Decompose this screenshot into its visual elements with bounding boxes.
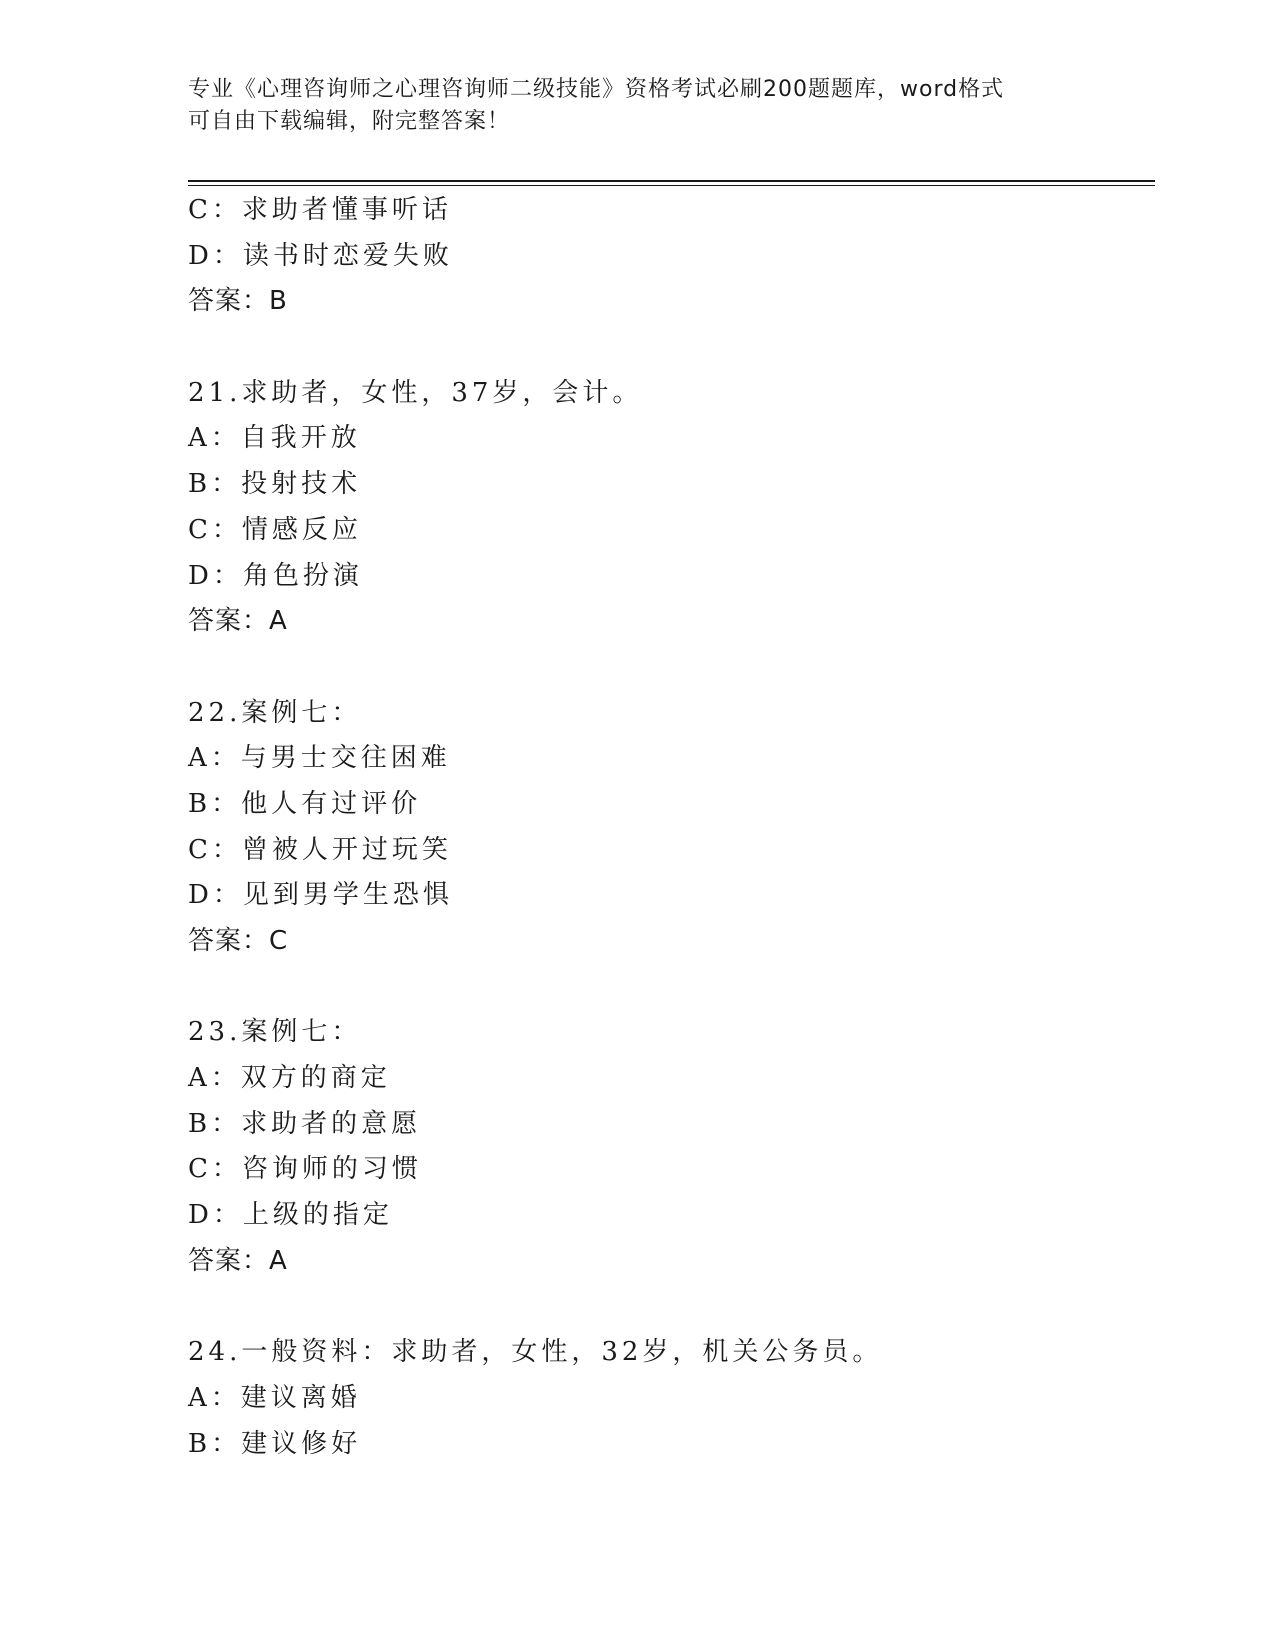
spacer <box>188 645 1148 691</box>
option-d: D：读书时恋爱失败 <box>188 240 453 271</box>
option-c: C：情感反应 <box>188 514 362 545</box>
option-a: A：双方的商定 <box>188 1063 391 1094</box>
answer-line: 答案：B <box>188 286 288 317</box>
question-list <box>188 188 1148 1467</box>
answer-line: 答案：A <box>188 606 288 637</box>
question-block-20 <box>188 188 1148 325</box>
header-line-2: 可自由下载编辑，附完整答案！ <box>188 109 511 134</box>
question-block-24 <box>188 1330 1148 1467</box>
question-stem: 24.一般资料：求助者，女性，32岁，机关公务员。 <box>188 1337 883 1368</box>
option-c: C：咨询师的习惯 <box>188 1154 422 1185</box>
document-header <box>188 74 1068 138</box>
option-a: A：自我开放 <box>188 423 361 454</box>
spacer <box>188 965 1148 1011</box>
question-block-22 <box>188 691 1148 965</box>
header-rule-thick <box>188 180 1155 182</box>
option-a: A：与男士交往困难 <box>188 743 451 774</box>
answer-line: 答案：A <box>188 1245 288 1276</box>
answer-line: 答案：C <box>188 926 289 956</box>
spacer <box>188 1285 1148 1331</box>
question-block-21 <box>188 371 1148 645</box>
option-c: C：曾被人开过玩笑 <box>188 834 452 865</box>
option-b: B：建议修好 <box>188 1428 362 1459</box>
spacer <box>188 325 1148 371</box>
option-c: C：求助者懂事听话 <box>188 195 452 225</box>
option-a: A：建议离婚 <box>188 1382 361 1413</box>
option-b: B：求助者的意愿 <box>188 1108 422 1139</box>
header-line-1: 专业《心理咨询师之心理咨询师二级技能》资格考试必刷200题题库，word格式 <box>188 77 1005 102</box>
option-d: D：上级的指定 <box>188 1200 393 1231</box>
question-stem: 22.案例七： <box>188 697 362 728</box>
header-rule-thin <box>188 185 1155 186</box>
option-b: B：他人有过评价 <box>188 788 422 819</box>
option-b: B：投射技术 <box>188 469 362 500</box>
option-d: D：角色扮演 <box>188 560 363 591</box>
question-stem: 21.求助者，女性，37岁，会计。 <box>188 377 643 408</box>
option-d: D：见到男学生恐惧 <box>188 880 453 911</box>
question-block-23 <box>188 1010 1148 1284</box>
question-stem: 23.案例七： <box>188 1017 362 1048</box>
